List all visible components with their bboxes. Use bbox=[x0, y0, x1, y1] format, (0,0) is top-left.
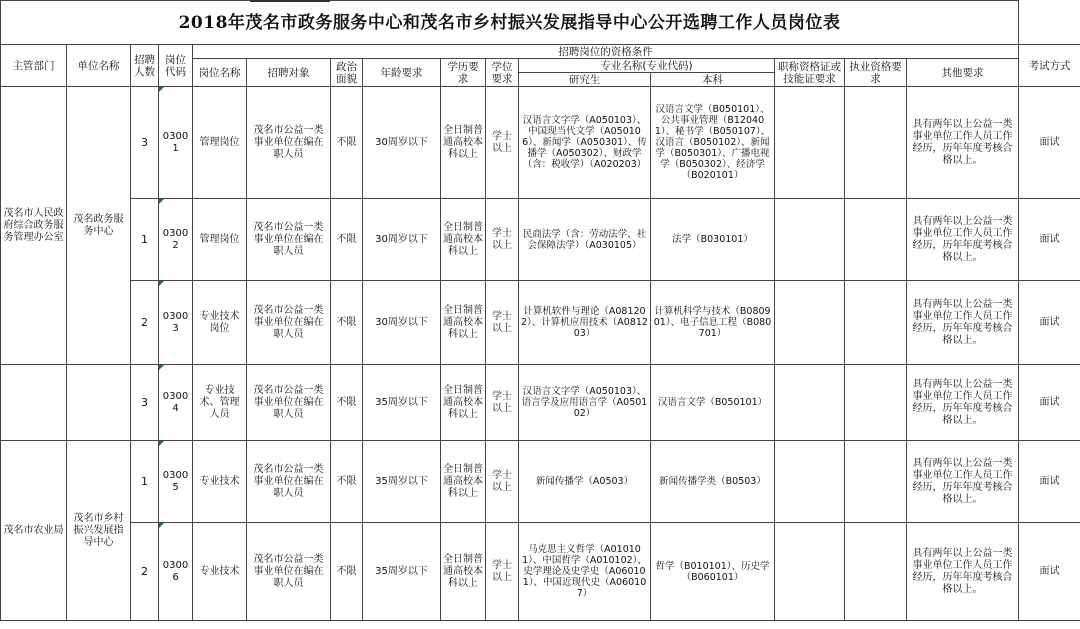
header-other: 其他要求 bbox=[907, 59, 1019, 87]
header-target: 招聘对象 bbox=[247, 59, 331, 87]
header-education: 学历要求 bbox=[441, 59, 486, 87]
target-cell: 茂名市公益一类事业单位在编在职人员 bbox=[247, 87, 331, 199]
degree-cell: 学士以上 bbox=[486, 199, 519, 281]
age-cell: 30周岁以下 bbox=[363, 281, 441, 365]
count-cell: 3 bbox=[131, 87, 159, 199]
degree-cell: 学士以上 bbox=[486, 441, 519, 523]
license-cell bbox=[845, 281, 907, 365]
age-cell: 35周岁以下 bbox=[363, 441, 441, 523]
table-row bbox=[1, 523, 1080, 621]
title-cert-cell bbox=[775, 199, 845, 281]
other-cell: 具有两年以上公益一类事业单位工作人员工作经历，历年年度考核合格以上。 bbox=[907, 365, 1019, 441]
undergrad-major-cell: 计算机科学与技术（B080901）、电子信息工程（B080701） bbox=[651, 281, 775, 365]
license-cell bbox=[845, 523, 907, 621]
age-cell: 35周岁以下 bbox=[363, 523, 441, 621]
post-cell: 专业技术 bbox=[193, 441, 247, 523]
header-code: 岗位代码 bbox=[159, 45, 193, 87]
code-cell bbox=[159, 281, 193, 365]
undergrad-major-cell: 法学（B030101） bbox=[651, 199, 775, 281]
post-cell: 管理岗位 bbox=[193, 87, 247, 199]
license-cell bbox=[845, 199, 907, 281]
undergrad-major-cell: 哲学（B010101）、历史学（B060101） bbox=[651, 523, 775, 621]
cell-flag-icon bbox=[159, 281, 164, 286]
dept-cell: 茂名市人民政府综合政务服务管理办公室 bbox=[1, 87, 67, 365]
graduate-major-cell: 汉语言文字学（A050103）、中国现当代文学（A050106）、新闻学（A050301）、传播学（A050302）、财政学（含：税收学）（A020203） bbox=[519, 87, 651, 199]
count-cell: 1 bbox=[131, 441, 159, 523]
degree-cell: 学士以上 bbox=[486, 523, 519, 621]
cell-flag-icon bbox=[159, 365, 164, 370]
graduate-major-cell: 新闻传播学（A0503） bbox=[519, 441, 651, 523]
education-cell: 全日制普通高校本科以上 bbox=[441, 87, 486, 199]
code-text: 03004 bbox=[162, 390, 189, 414]
code-cell bbox=[159, 441, 193, 523]
exam-cell: 面试 bbox=[1019, 199, 1080, 281]
header-dept: 主管部门 bbox=[1, 45, 67, 87]
target-cell: 茂名市公益一类事业单位在编在职人员 bbox=[247, 281, 331, 365]
post-cell: 专业技术 bbox=[193, 523, 247, 621]
title-cert-cell bbox=[775, 441, 845, 523]
undergrad-major-cell: 汉语言文学（B050101） bbox=[651, 365, 775, 441]
header-count: 招聘人数 bbox=[131, 45, 159, 87]
code-cell bbox=[159, 365, 193, 441]
title-cert-cell bbox=[775, 281, 845, 365]
code-cell bbox=[159, 87, 193, 199]
education-cell: 全日制普通高校本科以上 bbox=[441, 199, 486, 281]
header-major-group: 专业名称(专业代码) bbox=[519, 59, 775, 73]
degree-cell: 学士以上 bbox=[486, 87, 519, 199]
code-text: 03003 bbox=[162, 310, 189, 334]
dept-cell: 茂名市农业局 bbox=[1, 441, 67, 621]
unit-cell: 茂名市乡村振兴发展指导中心 bbox=[67, 441, 131, 621]
education-cell: 全日制普通高校本科以上 bbox=[441, 281, 486, 365]
table-row bbox=[1, 365, 1080, 441]
exam-cell: 面试 bbox=[1019, 441, 1080, 523]
other-cell: 具有两年以上公益一类事业单位工作人员工作经历，历年年度考核合格以上。 bbox=[907, 441, 1019, 523]
education-cell: 全日制普通高校本科以上 bbox=[441, 365, 486, 441]
code-text: 03002 bbox=[162, 227, 189, 251]
cell-flag-icon bbox=[159, 441, 164, 446]
title-cert-cell bbox=[775, 365, 845, 441]
header-age: 年龄要求 bbox=[363, 59, 441, 87]
degree-cell: 学士以上 bbox=[486, 365, 519, 441]
other-cell: 具有两年以上公益一类事业单位工作人员工作经历，历年年度考核合格以上。 bbox=[907, 281, 1019, 365]
table-row bbox=[1, 441, 1080, 523]
graduate-major-cell: 计算机软件与理论（A081202）、计算机应用技术（A081203） bbox=[519, 281, 651, 365]
code-cell bbox=[159, 523, 193, 621]
graduate-major-cell: 民商法学（含：劳动法学、社会保障法学）（A030105） bbox=[519, 199, 651, 281]
education-cell: 全日制普通高校本科以上 bbox=[441, 523, 486, 621]
table-row bbox=[1, 199, 1080, 281]
header-title-cert: 职称资格证或技能证要求 bbox=[775, 59, 845, 87]
other-cell: 具有两年以上公益一类事业单位工作人员工作经历，历年年度考核合格以上。 bbox=[907, 87, 1019, 199]
header-degree: 学位要求 bbox=[486, 59, 519, 87]
code-cell bbox=[159, 199, 193, 281]
education-cell: 全日制普通高校本科以上 bbox=[441, 441, 486, 523]
post-cell: 管理岗位 bbox=[193, 199, 247, 281]
dept-cell bbox=[1, 365, 67, 441]
target-cell: 茂名市公益一类事业单位在编在职人员 bbox=[247, 199, 331, 281]
undergrad-major-cell: 新闻传播学类（B0503） bbox=[651, 441, 775, 523]
other-cell: 具有两年以上公益一类事业单位工作人员工作经历，历年年度考核合格以上。 bbox=[907, 199, 1019, 281]
code-text: 03006 bbox=[162, 559, 189, 583]
age-cell: 30周岁以下 bbox=[363, 199, 441, 281]
graduate-major-cell: 马克思主义哲学（A010101）、中国哲学（A010102）、史学理论及史学史（A060101）、中国近现代史（A060107） bbox=[519, 523, 651, 621]
header-politics: 政治面貌 bbox=[331, 59, 363, 87]
table-row bbox=[1, 281, 1080, 365]
top-edge-mark bbox=[250, 0, 330, 2]
politics-cell: 不限 bbox=[331, 441, 363, 523]
post-cell: 专业技术岗位 bbox=[193, 281, 247, 365]
license-cell bbox=[845, 365, 907, 441]
politics-cell: 不限 bbox=[331, 199, 363, 281]
count-cell: 2 bbox=[131, 523, 159, 621]
exam-cell: 面试 bbox=[1019, 87, 1080, 199]
header-unit: 单位名称 bbox=[67, 45, 131, 87]
target-cell: 茂名市公益一类事业单位在编在职人员 bbox=[247, 441, 331, 523]
undergrad-major-cell: 汉语言文学（B050101）、公共事业管理（B120401）、秘书学（B050107）、汉语言（B050102）、新闻学（B050301）、广播电视学（B050302）、经济学（B020101） bbox=[651, 87, 775, 199]
politics-cell: 不限 bbox=[331, 365, 363, 441]
target-cell: 茂名市公益一类事业单位在编在职人员 bbox=[247, 523, 331, 621]
age-cell: 35周岁以下 bbox=[363, 365, 441, 441]
title-cert-cell bbox=[775, 523, 845, 621]
politics-cell: 不限 bbox=[331, 87, 363, 199]
title-cert-cell bbox=[775, 87, 845, 199]
count-cell: 3 bbox=[131, 365, 159, 441]
blank-corner bbox=[1019, 1, 1080, 45]
unit-cell: 茂名政务服务中心 bbox=[67, 87, 131, 365]
page-title: 2018年茂名市政务服务中心和茂名市乡村振兴发展指导中心公开选聘工作人员岗位表 bbox=[1, 1, 1019, 45]
header-qualification-group: 招聘岗位的资格条件 bbox=[193, 45, 1019, 59]
degree-cell: 学士以上 bbox=[486, 281, 519, 365]
exam-cell: 面试 bbox=[1019, 281, 1080, 365]
license-cell bbox=[845, 441, 907, 523]
code-text: 03001 bbox=[162, 130, 189, 154]
exam-cell: 面试 bbox=[1019, 365, 1080, 441]
header-undergraduate: 本科 bbox=[651, 73, 775, 87]
post-cell: 专业技术、管理人员 bbox=[193, 365, 247, 441]
cell-flag-icon bbox=[159, 87, 164, 92]
age-cell: 30周岁以下 bbox=[363, 87, 441, 199]
exam-cell: 面试 bbox=[1019, 523, 1080, 621]
header-license: 执业资格要求 bbox=[845, 59, 907, 87]
header-exam: 考试方式 bbox=[1019, 45, 1080, 87]
header-post-name: 岗位名称 bbox=[193, 59, 247, 87]
header-graduate: 研究生 bbox=[519, 73, 651, 87]
cell-flag-icon bbox=[159, 199, 164, 204]
count-cell: 2 bbox=[131, 281, 159, 365]
politics-cell: 不限 bbox=[331, 281, 363, 365]
cell-flag-icon bbox=[159, 523, 164, 528]
target-cell: 茂名市公益一类事业单位在编在职人员 bbox=[247, 365, 331, 441]
code-text: 03005 bbox=[162, 469, 189, 493]
graduate-major-cell: 汉语言文字学（A050103）、语言学及应用语言学（A050102） bbox=[519, 365, 651, 441]
license-cell bbox=[845, 87, 907, 199]
unit-cell bbox=[67, 365, 131, 441]
politics-cell: 不限 bbox=[331, 523, 363, 621]
count-cell: 1 bbox=[131, 199, 159, 281]
table-row bbox=[1, 87, 1080, 199]
other-cell: 具有两年以上公益一类事业单位工作人员工作经历，历年年度考核合格以上。 bbox=[907, 523, 1019, 621]
